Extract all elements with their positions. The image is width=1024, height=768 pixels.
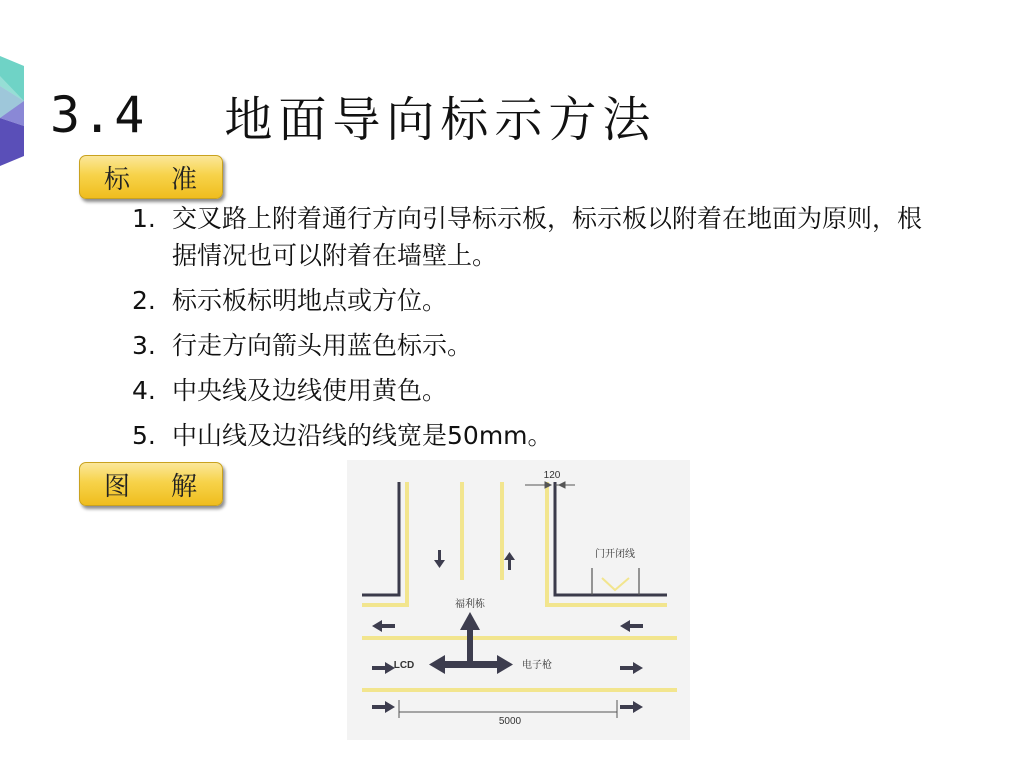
- item-number: 5.: [132, 421, 156, 450]
- floor-guide-diagram: [347, 460, 690, 740]
- standard-tag: [79, 155, 223, 199]
- electron-gun-label: 电子枪: [522, 660, 552, 671]
- list-item: [132, 200, 932, 274]
- standards-list: [132, 200, 932, 462]
- corner-decoration: [0, 56, 24, 166]
- list-item: [132, 372, 932, 409]
- page-title: [50, 80, 656, 150]
- section-number: 3.4: [50, 86, 147, 144]
- item-number: 1.: [132, 204, 156, 233]
- center-label: 福利栋: [455, 599, 485, 610]
- item-number: 2.: [132, 286, 156, 315]
- item-text: 中央线及边线使用黄色。: [172, 376, 448, 405]
- standard-tag-char-1: 标: [104, 164, 132, 195]
- dimension-5000-label: 5000: [498, 716, 522, 727]
- illustration-tag-char-2: 解: [171, 471, 199, 502]
- item-text: 交叉路上附着通行方向引导标示板，标示板以附着在地面为原则，根据情况也可以附着在墙壁上。: [172, 204, 923, 270]
- item-number: 4.: [132, 376, 156, 405]
- item-text: 行走方向箭头用蓝色标示。: [172, 331, 473, 360]
- item-number: 3.: [132, 331, 156, 360]
- lcd-label: LCD: [393, 660, 415, 671]
- item-text: 标示板标明地点或方位。: [172, 286, 448, 315]
- standard-tag-char-2: 准: [171, 164, 199, 195]
- list-item: [132, 417, 932, 454]
- illustration-tag: [79, 462, 223, 506]
- list-item: [132, 282, 932, 319]
- door-label: 门开闭线: [595, 549, 635, 560]
- title-text: 地面导向标示方法: [224, 91, 657, 148]
- dimension-120-label: 120: [543, 470, 561, 481]
- list-item: [132, 327, 932, 364]
- illustration-tag-char-1: 图: [104, 471, 132, 502]
- item-text: 中山线及边沿线的线宽是50mm。: [172, 421, 553, 450]
